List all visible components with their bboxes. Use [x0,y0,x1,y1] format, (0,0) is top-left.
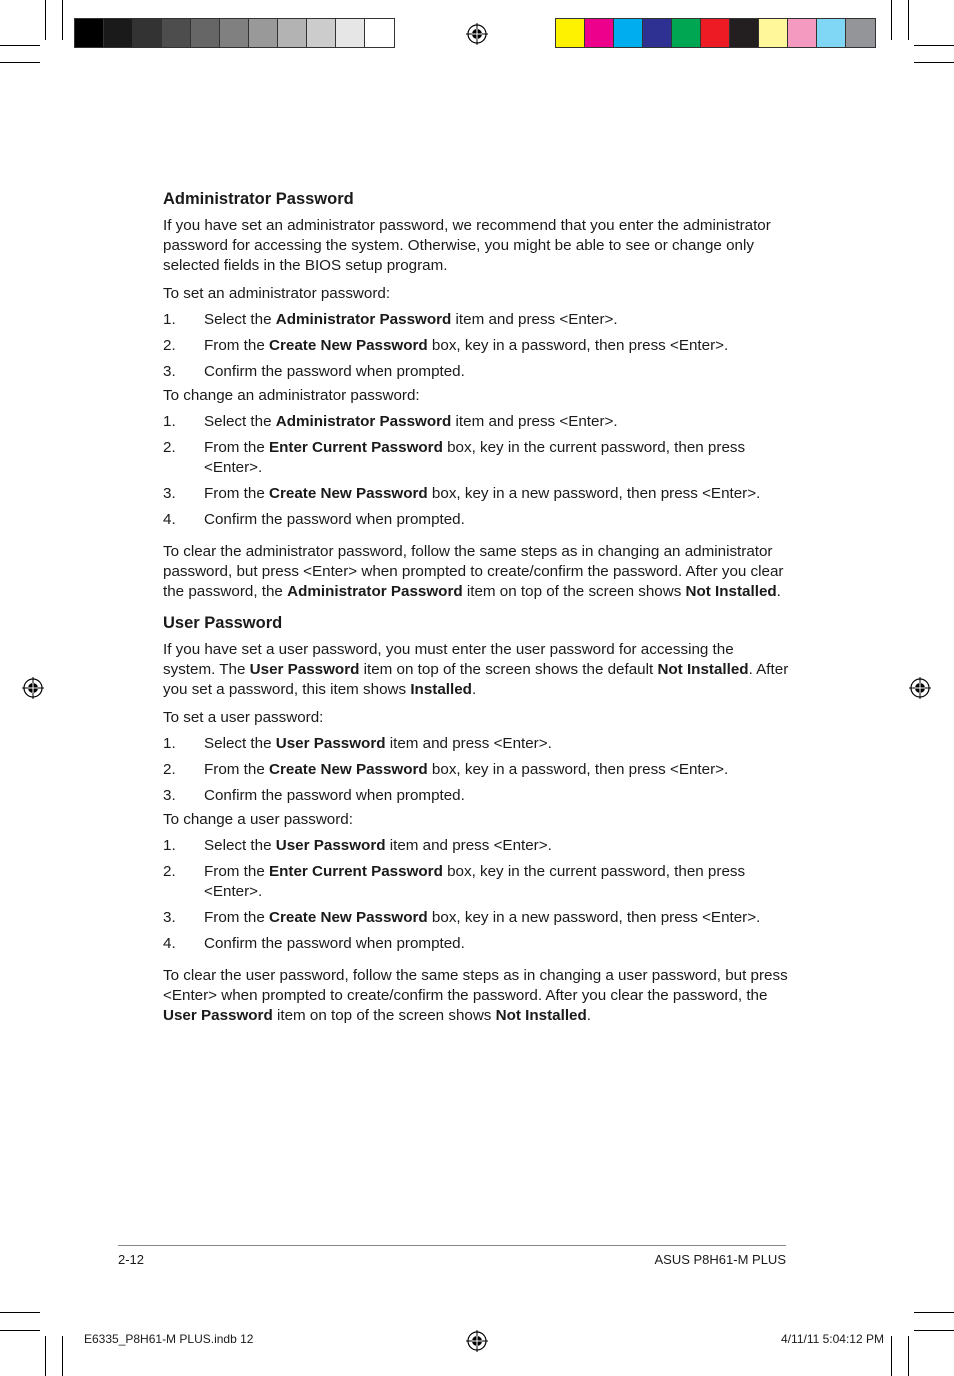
text: box, key in the current password, then press <Enter>. [204,863,746,900]
user-set-steps [163,734,789,806]
text: box, key in a password, then press <Enter>. [427,761,729,778]
text: item on top of the screen shows [462,583,686,600]
emphasis: User Password [275,735,386,752]
color-swatch [75,19,104,47]
emphasis: Enter Current Password [269,439,443,456]
user-change-label: To change a user password: [163,811,353,828]
list-item [163,786,789,806]
crop-mark [908,1336,909,1376]
admin-intro: If you have set an administrator password, we recommend that you enter the administrator password for accessing the system. Otherwise, you might be able to see or change only selected fields in the BIOS setup program. [163,217,771,274]
text: From the [204,439,269,456]
step-text [204,438,789,478]
crop-mark [0,1312,40,1313]
text: From the [204,337,269,354]
crop-mark [45,0,46,40]
step-number: 1. [163,311,176,328]
crop-mark [914,1312,954,1313]
crop-mark [891,0,892,40]
process-color-bar [555,18,876,48]
step-text [204,734,789,754]
step-text [204,510,789,530]
emphasis: Installed [410,681,472,698]
footer-rule [118,1245,786,1246]
crop-mark [891,1336,892,1376]
text: From the [204,863,269,880]
color-swatch [730,19,759,47]
color-swatch [133,19,162,47]
color-swatch [701,19,730,47]
step-number: 2. [163,761,176,778]
step-text [204,934,789,954]
color-swatch [643,19,672,47]
text: If you have set a user password, you must enter the user password for accessing the system. The [163,641,734,678]
step-number: 4. [163,511,176,528]
text: . [586,1007,591,1024]
emphasis: User Password [163,1007,273,1024]
step-text [204,862,789,902]
step-number: 2. [163,863,176,880]
admin-set-steps [163,310,789,382]
step-text [204,362,789,382]
text: item on top of the screen shows the default [359,661,658,678]
text: From the [204,761,269,778]
user-intro [163,640,789,700]
list-item [163,412,789,432]
user-change-steps [163,836,789,954]
crop-mark [914,62,954,63]
color-swatch [556,19,585,47]
text: Select the [204,413,276,430]
crop-mark [908,0,909,40]
color-swatch [365,19,394,47]
text: . [776,583,781,600]
text: item and press <Enter>. [385,837,552,854]
text: Confirm the password when prompted. [204,363,465,380]
step-number: 1. [163,837,176,854]
emphasis: Administrator Password [275,311,452,328]
section-heading-user: User Password [163,614,283,632]
color-swatch [846,19,875,47]
text: From the [204,909,269,926]
step-number: 3. [163,909,176,926]
list-item [163,760,789,780]
emphasis: Not Installed [657,661,749,678]
text: box, key in a password, then press <Enter>. [427,337,729,354]
text: To clear the user password, follow the same steps as in changing a user password, but press <Enter> when prompted to create/confirm the password. After you clear the password, the [163,967,788,1004]
text: box, key in the current password, then press <Enter>. [204,439,746,476]
color-swatch [585,19,614,47]
emphasis: Create New Password [269,909,428,926]
color-swatch [104,19,133,47]
emphasis: Administrator Password [275,413,452,430]
color-swatch [759,19,788,47]
list-item [163,934,789,954]
list-item [163,336,789,356]
emphasis: Enter Current Password [269,863,443,880]
crop-mark [0,1330,40,1331]
list-item [163,310,789,330]
text: Select the [204,837,276,854]
step-text [204,336,789,356]
grayscale-color-bar [74,18,395,48]
emphasis: Not Installed [495,1007,587,1024]
list-item [163,734,789,754]
text: Select the [204,311,276,328]
step-number: 1. [163,735,176,752]
step-text [204,310,789,330]
text: . [471,681,477,698]
color-swatch [249,19,278,47]
color-swatch [278,19,307,47]
text: Confirm the password when prompted. [204,787,465,804]
text: Select the [204,735,276,752]
page-content [163,188,789,1034]
step-number: 2. [163,439,176,456]
crop-mark [0,45,40,46]
crop-mark [0,62,40,63]
list-item [163,438,789,478]
list-item [163,862,789,902]
text: Confirm the password when prompted. [204,935,465,952]
crop-mark [62,0,63,40]
text: . After you set a password, this item shows [163,661,789,698]
admin-change-label: To change an administrator password: [163,387,420,404]
text: Confirm the password when prompted. [204,511,465,528]
text: To clear the administrator password, follow the same steps as in changing an administrator password, but press <Enter> when prompted to create/confirm the password. After you clear the password, the [163,543,784,600]
text: box, key in a new password, then press <Enter>. [427,485,761,502]
crop-mark [45,1336,46,1376]
text: item and press <Enter>. [451,311,618,328]
crop-mark [914,1330,954,1331]
step-text [204,836,789,856]
list-item [163,510,789,530]
text: box, key in a new password, then press <Enter>. [427,909,761,926]
admin-change-steps [163,412,789,530]
list-item [163,484,789,504]
text: item on top of the screen shows [272,1007,496,1024]
list-item [163,908,789,928]
color-swatch [162,19,191,47]
step-number: 3. [163,485,176,502]
text: item and press <Enter>. [385,735,552,752]
slug-filename: E6335_P8H61-M PLUS.indb 12 [84,1332,254,1346]
emphasis: Create New Password [269,761,428,778]
step-number: 1. [163,413,176,430]
step-text [204,786,789,806]
emphasis: User Password [275,837,386,854]
crop-mark [914,45,954,46]
user-clear-paragraph [163,966,789,1026]
text: From the [204,485,269,502]
slug-datetime: 4/11/11 5:04:12 PM [781,1332,884,1346]
emphasis: Not Installed [685,583,777,600]
step-number: 4. [163,935,176,952]
color-swatch [672,19,701,47]
emphasis: Administrator Password [287,583,463,600]
step-text [204,760,789,780]
text: item and press <Enter>. [451,413,618,430]
step-number: 2. [163,337,176,354]
registration-mark-icon [909,677,931,699]
admin-clear-paragraph [163,542,789,602]
emphasis: Create New Password [269,337,428,354]
user-set-label: To set a user password: [163,709,324,726]
step-text [204,908,789,928]
color-swatch [220,19,249,47]
section-heading-admin: Administrator Password [163,190,354,208]
color-swatch [191,19,220,47]
page-number: 2-12 [118,1252,145,1267]
step-text [204,412,789,432]
registration-mark-icon [466,1330,488,1352]
crop-mark [62,1336,63,1376]
step-number: 3. [163,787,176,804]
registration-mark-icon [22,677,44,699]
color-swatch [788,19,817,47]
list-item [163,362,789,382]
color-swatch [307,19,336,47]
list-item [163,836,789,856]
emphasis: Create New Password [269,485,428,502]
registration-mark-icon [466,23,488,45]
color-swatch [614,19,643,47]
emphasis: User Password [249,661,360,678]
admin-set-label: To set an administrator password: [163,285,391,302]
color-swatch [817,19,846,47]
step-number: 3. [163,363,176,380]
step-text [204,484,789,504]
product-name: ASUS P8H61-M PLUS [654,1252,786,1267]
color-swatch [336,19,365,47]
